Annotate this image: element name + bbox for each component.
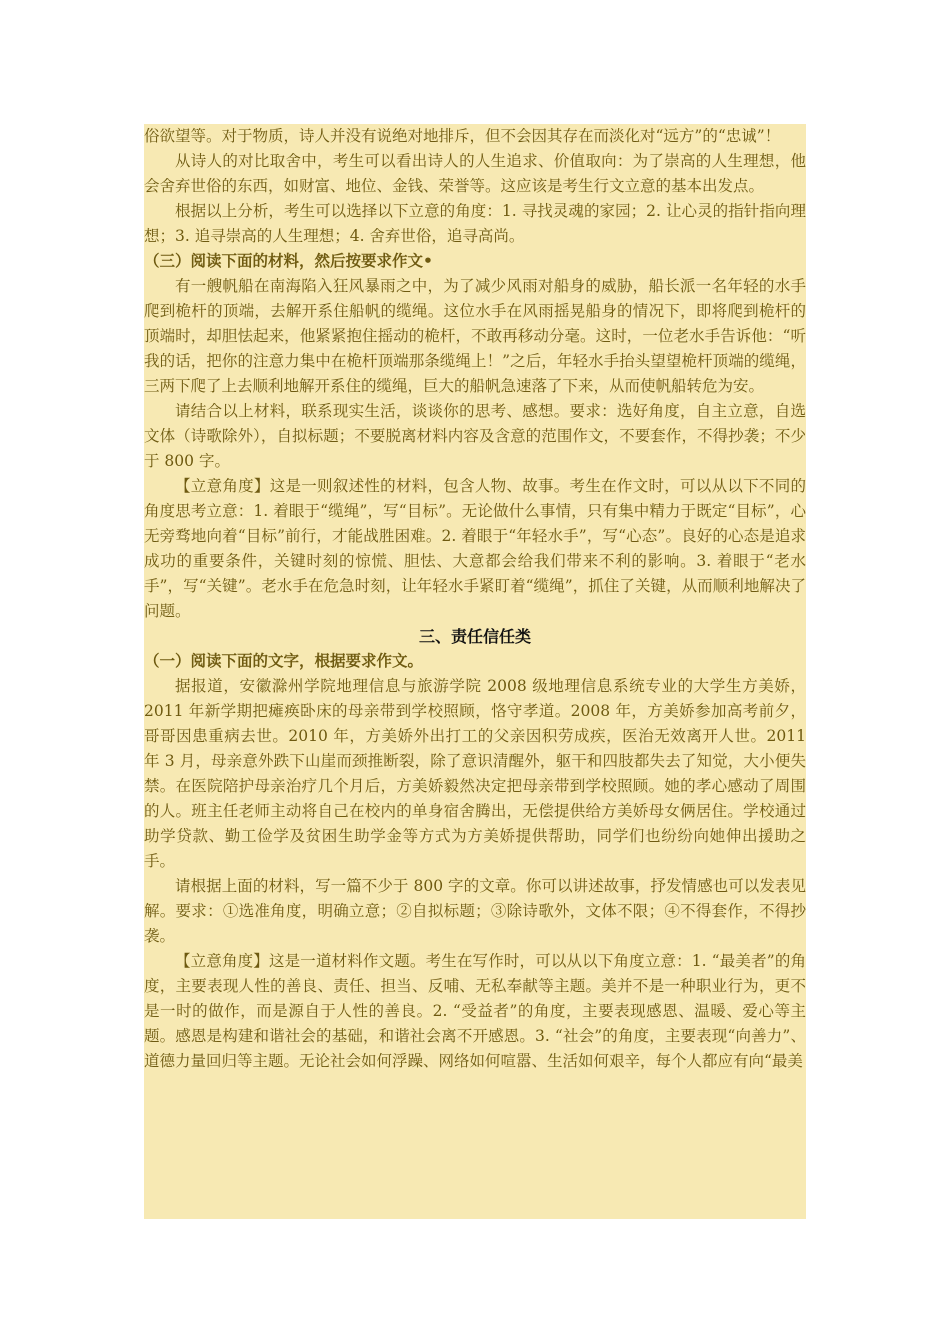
paragraph-analysis-angles: 根据以上分析，考生可以选择以下立意的角度：1. 寻找灵魂的家园；2. 让心灵的指针指向理想；3. 追寻崇高的人生理想；4. 舍弃世俗，追寻高尚。 [144,202,806,245]
paragraph-writing-task: 请根据上面的材料，写一篇不少于 800 字的文章。你可以讲述故事，抒发情感也可以发表见解。要求：①选准角度，明确立意；②自拟标题；③除诗歌外，文体不限；④不得套作，不得抄袭。 [144,877,806,945]
paragraph-news-report: 据报道，安徽滁州学院地理信息与旅游学院 2008 级地理信息系统专业的大学生方美娇，2011 年新学期把瘫痪卧床的母亲带到学校照顾，恪守孝道。2008 年，方美娇参加高考前夕，哥哥因患重病去世。2010 年，方美娇外出打工的父亲因积劳成疾，医治无效离开人世。2011 年 3 月，母亲意外跌下山崖而颈推断裂，除了意识清醒外，躯干和四肢都失去了知觉，大小便失禁。在医院陪护母亲治疗几个月后，方美娇毅然决定把母亲带到学校照顾。她的孝心感动了周围的人。班主任老师主动将自己在校内的单身宿舍腾出，无偿提供给方美娇母女俩居住。学校通过助学贷款、勤工俭学及贫困生助学金等方式为方美娇提供帮助，同学们也纷纷向她伸出援助之手。 [144,677,806,870]
paragraph-writing-requirements: 请结合以上材料，联系现实生活，谈谈你的思考、感想。要求：选好角度，自主立意，自选文体（诗歌除外），自拟标题；不要脱离材料内容及含意的范围作文，不要套作，不得抄袭；不少于 800 字。 [144,402,806,470]
paragraph-idea-angles: 【立意角度】这是一则叙述性的材料，包含人物、故事。考生在作文时，可以从以下不同的角度思考立意：1. 着眼于“缆绳”，写“目标”。无论做什么事情，只有集中精力于既定“目标”，心无旁骛地向着“目标”前行，才能战胜困难。2. 着眼于“年轻水手”，写“心态”。良好的心态是追求成功的重要条件，关键时刻的惊慌、胆怯、大意都会给我们带来不利的影响。3. 着眼于“老水手”，写“关键”。老水手在危急时刻，让年轻水手紧盯着“缆绳”，抓住了关键，从而顺利地解决了问题。 [144,477,806,620]
document-text-block [144,124,806,1219]
paragraph-continuation: 俗欲望等。对于物质，诗人并没有说绝对地排斥，但不会因其存在而淡化对“远方”的“忠诚”！ [144,127,781,145]
paragraph-poet-choice: 从诗人的对比取舍中，考生可以看出诗人的人生追求、价值取向：为了崇高的人生理想，他会舍弃世俗的东西，如财富、地位、金钱、荣誉等。这应该是考生行文立意的基本出发点。 [144,152,806,195]
section-heading-3: （三）阅读下面的材料，然后按要求作文• [144,252,433,270]
chapter-heading-responsibility: 三、责任信任类 [418,627,531,646]
section-heading-1: （一）阅读下面的文字，根据要求作文。 [144,652,424,670]
paragraph-sailor-story: 有一艘帆船在南海陷入狂风暴雨之中，为了减少风雨对船身的威胁，船长派一名年轻的水手爬到桅杆的顶端，去解开系住船帆的缆绳。这位水手在风雨摇晃船身的情况下，即将爬到桅杆的顶端时，却胆怯起来，他紧紧抱住摇动的桅杆，不敢再移动分毫。这时，一位老水手告诉他：“听我的话，把你的注意力集中在桅杆顶端那条缆绳上！”之后，年轻水手抬头望望桅杆顶端的缆绳，三两下爬了上去顺利地解开系住的缆绳，巨大的船帆急速落了下来，从而使帆船转危为安。 [144,277,806,395]
paragraph-idea-angles-2: 【立意角度】这是一道材料作文题。考生在写作时，可以从以下角度立意：1. “最美者”的角度，主要表现人性的善良、责任、担当、反哺、无私奉献等主题。美并不是一种职业行为，更不是一时的做作，而是源自于人性的善良。2. “受益者”的角度，主要表现感恩、温暖、爱心等主题。感恩是构建和谐社会的基础，和谐社会离不开感恩。3. “社会”的角度，主要表现“向善力”、道德力量回归等主题。无论社会如何浮躁、网络如何喧嚣、生活如何艰辛，每个人都应有向“最美 [144,952,806,1070]
